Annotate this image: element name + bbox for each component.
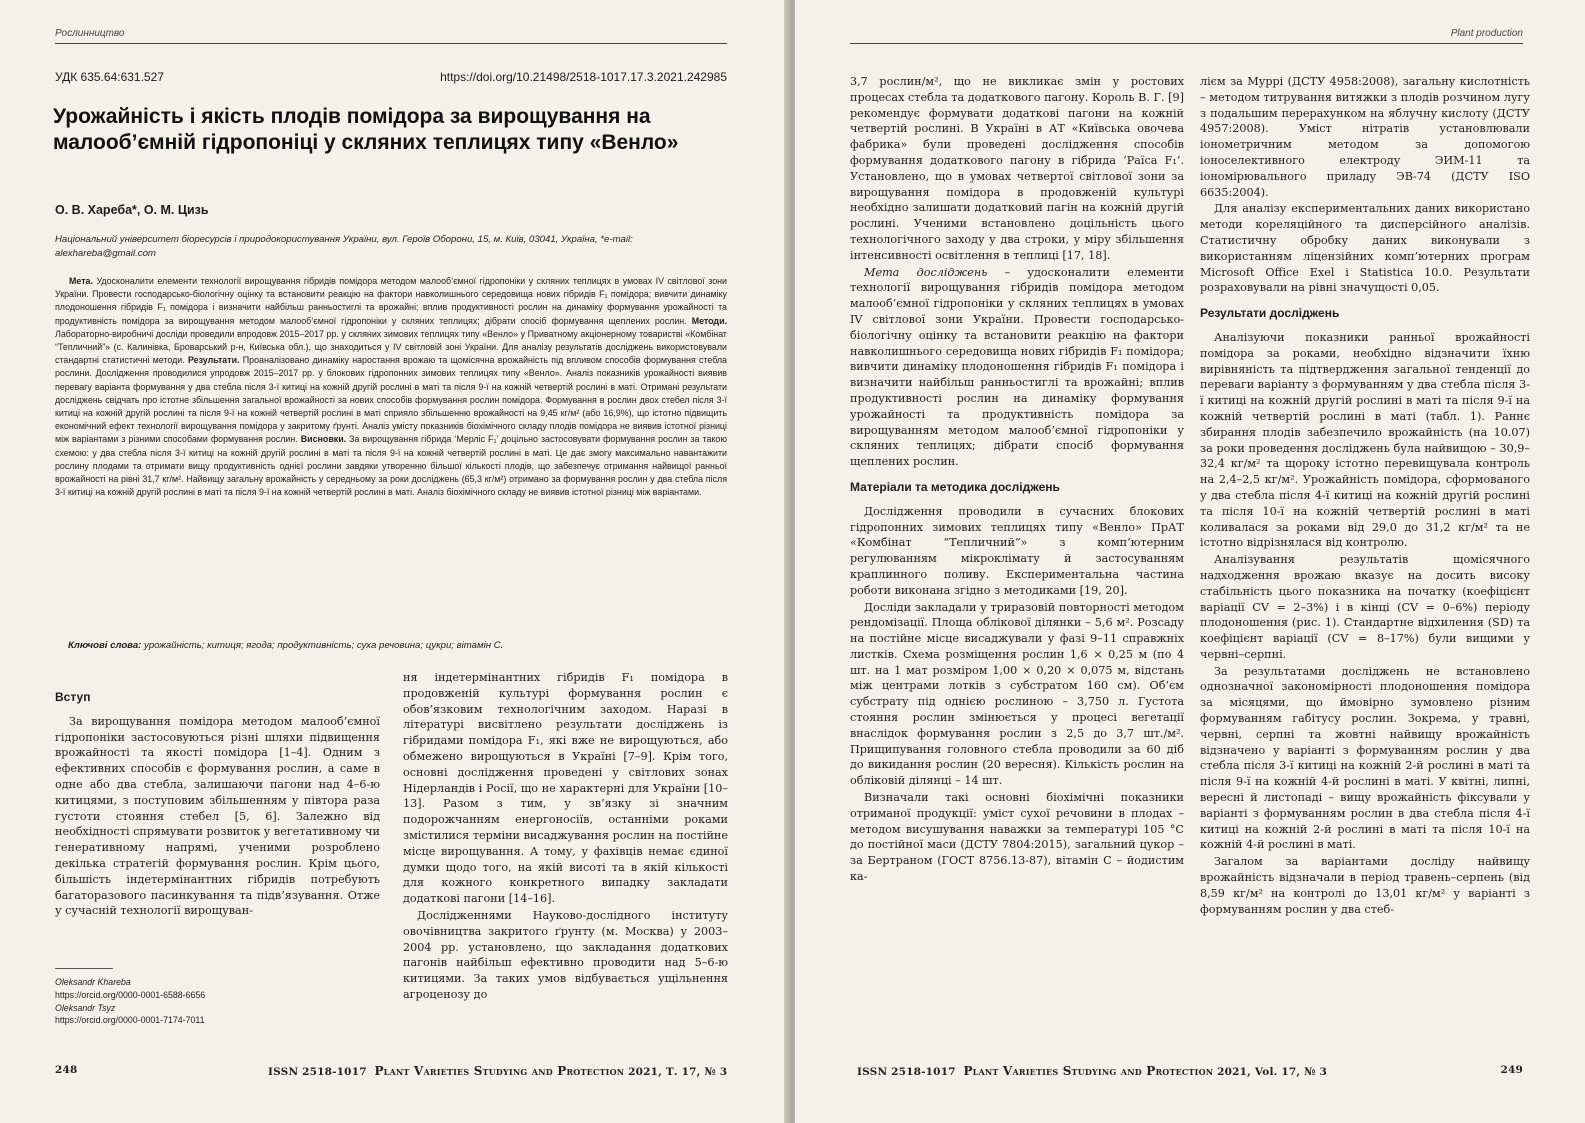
doi-link[interactable]: https://doi.org/10.21498/2518-1017.17.3.2021.242985 (440, 70, 727, 84)
footer-issn: ISSN 2518-1017 (268, 1066, 367, 1078)
body-paragraph: Досліди закладали у триразовій повторності методом рендомізації. Площа облікової ділянки – 5,6 м². Розсаду на постійне місце висаджували у фазі 9–11 справжніх листків. Схема розміщення рослин 1,6 × 0,25 м (по 4 шт. на 1 мат розміром 1,00 × 0,20 × 0,075 м, відстань між центрами лотків з субстратом 160 см). Об’єм субстрату під однією рослиною – 3,750 л. Густота стояння рослин змінюється у процесі вегетації внаслідок формування рослин з 2,5 до 3,7 шт./м². Прищипування головного стебла проводили за 60 діб до викидання рослин (20 вересня). Кількість рослин на обліковій ділянці – 14 шт. (850, 600, 1184, 788)
udc-code: УДК 635.64:631.527 (55, 70, 164, 84)
intro-column-1 (55, 680, 380, 919)
intro-heading: Вступ (55, 690, 91, 704)
body-paragraph: Дослідженнями Науково-дослідного інституту овочівництва закритого ґрунту (м. Москва) у 2003–2004 рр. установлено, що закладання додаткових пагонів найбільш ефективно проводити над 5–6-ю китицями. За таких умов відбувається ущільнення агроценозу до (403, 908, 728, 1001)
body-paragraph: Мета досліджень – удосконалити елементи технології вирощування гібридів помідора методом малооб’ємної гідропоніки у скляних теплицях в умовах IV світлової зони України. Провести господарсько-біологічну оцінку та встановити реакцію на фактори навколишнього середовища нових гібридів F₁ помідора; вивчити динаміку плодоношення гібридів F₁ помідора і визначити найбільш ранньостиглі та врожайні; вплив продуктивності рослин на динаміку формування урожайності та продуктивність помідора за вирощуванням методом малооб’ємної гідропоніки у скляних теплицях; дібрати спосіб формування щеплених рослин. (850, 265, 1185, 469)
authors: О. В. Хареба*, О. М. Цизь (55, 203, 209, 217)
running-head: Рослинництво (55, 28, 125, 39)
body-paragraph: Для аналізу експериментальних даних використано методи кореляційного та дисперсійного аналізів. Статистичну обробку даних виконували з використанням ліцензійних комп’ютерних програм Microsoft Office Exel і Statistica 10.0. Результати розраховували на рівні значущості 0,05. (1200, 202, 1530, 295)
body-paragraph: За вирощування помідора методом малооб’ємної гідропоніки застосовуються різні шляхи підвищення врожайності та якості помідора [1–4]. Одним з ефективних способів є формування рослин, а саме в одне або два стебла, залишаючи пагони над 4–6-ю китицями, з поступовим збільшенням у півтора раза густоти стояння стебел [5, 6]. Залежно від необхідності спрямувати розвиток у вегетативному чи генеративному напрямі, ученими розроблено декілька стратегій формування рослин. Крім цього, більшість індетермінантних гібридів потребують багаторазового пасинкування та підв’язування. Отже у сучасній технології вирощуван- (55, 714, 380, 918)
keywords-label: Ключові слова: (68, 640, 142, 651)
section-heading: Результати досліджень (1200, 306, 1340, 321)
keywords-list: урожайність; китиця; ягода; продуктивність; суха речовина; цукри; вітамін С. (141, 640, 504, 651)
abstract-run: Проаналізовано динаміку наростання врожаю та щомісячна врожайність під впливом способів формування стебла рослини. Дослідження проводилися упродовж 2015–2017 рр. у блокових гідропонних зимових теплицях типу «Венло». Аналіз показників урожайності виявив перевагу варіанта формування у два стебла після 3-ї китиці на кожній другій рослині в маті та після 9-ї на кожній четвертій рослині в маті. Отримані результати досліджень свідчать про істотне збільшення загальної врожайності за нових способів формування рослин помідора. Формування в рослин двох стебел після 3-ї китиці на кожній другій рослині та після 9-ї на кожній четвертій рослині в маті сприяло збільшенню врожайності на 9,45 кг/м² (або 16,9%), що істотно підвищить економічний ефект технології вирощування помідора у закритому ґрунті. Аналіз умісту показників біохімічного складу плодів помідора не виявив істотної різниці між варіантами з різними способами формування рослин. (55, 355, 727, 445)
orcid-author-name: Oleksandr Tsyz (55, 1002, 116, 1013)
article-title: Урожайність і якість плодів помідора за вирощування на малооб’ємній гідропоніці у скляних теплицях типу «Венло» (53, 105, 679, 154)
body-paragraph: Визначали такі основні біохімічні показники отриманої продукції: уміст сухої речовини в плодах – методом висушування наважки за температурі 105 °С до постійної маси (ДСТУ 7804:2015), загальний цукор – за Бертраном (ГОСТ 8756.13-87), вітамін С – йодистим ка- (850, 791, 1184, 884)
body-paragraph: 3,7 рослин/м², що не викликає змін у ростових процесах стебла та додаткового пагону. Король В. Г. [9] рекомендує формувати додаткові пагони на кожній четвертій рослині. В Україні в АТ «Київська овочева фабрика» були проведені дослідження способів формування додаткового пагону в гібрида ‘Раїса F₁’. Установлено, що в умовах четвертої світлової зони за вирощування помідора в продовженій культурі необхідно залишати додатковий пагін на кожній другій рослині. Ученими встановлено доцільність цього технологічного заходу у два строки, у міру збільшення інтенсивності освітлення в теплиці [17, 18]. (850, 75, 1184, 262)
keywords (68, 640, 728, 651)
journal-footer (268, 1064, 727, 1078)
intro-col1-body (55, 714, 380, 919)
abstract-run: За вирощування гібрида ‘Мерліс F₁’ доцільно застосовувати формування рослин за такою схемою: у два стебла після 3-ї китиці на кожній другій рослині в маті та після 9-ї на кожній четвертій рослині в маті. Це дає змогу максимально навантажити рослину плодами та отримати вищу продуктивність однієї рослини завдяки утворенню більшої кількості плодів, що забезпечує отримання найвищої ранньої врожайності на рівні 31,7 кг/м². Найвищу загальну врожайність у середньому за роки досліджень (65,3 кг/м²) отримано за формування рослин у два стебла після 3-ї китиці на кожній другій рослині в маті та після 9-ї на кожній четвертій рослині в маті. Аналіз біохімічного складу не виявив істотної різниці між варіантами. (55, 434, 727, 498)
body-paragraph: Аналізуючи показники ранньої врожайності помідора за роками, необхідно відзначити їхню вирівняність та підтвердження загальної тенденції до переваги варіанту з формуванням у два стебла після 3-ї китиці на кожній другій рослині в маті та після 9-ї на кожній четвертій рослині в маті (табл. 1). Раннє збирання плодів забезпечило врожайність (на 10.07) за роки проведення досліджень була найвищою – 30,9–32,4 кг/м² та щороку істотно перевищувала контроль на 2,4–2,5 кг/м². Урожайність помідора, сформованого у два стебла після 4-ї китиці на кожній другій рослині та після 10-ї на кожній четвертій рослині в маті коливалася за роками від 29,0 до 31,2 кг/м² та не істотно відрізнялася від контролю. (1200, 330, 1530, 550)
affiliation: Національний університет біоресурсів і природокористування України, вул. Героїв Оборони, 15, м. Київ, 03041, Україна, *e-mail: alexhareba@gmail.com (55, 234, 633, 259)
intro-column-2 (403, 670, 728, 1003)
footer-issn: ISSN 2518-1017 (857, 1066, 956, 1078)
page-number: 248 (55, 1064, 78, 1076)
orcid-footnotes (55, 976, 205, 1027)
running-head: Plant production (1450, 28, 1523, 39)
orcid-author-name: Oleksandr Khareba (55, 977, 131, 987)
orcid-link[interactable]: https://orcid.org/0000-0001-7174-7011 (55, 1015, 205, 1026)
abstract (55, 275, 727, 499)
section-heading: Матеріали та методика досліджень (850, 479, 1060, 494)
body-paragraph: За результатами досліджень не встановлено однозначної закономірності плодоношення помідора за місяцями, що ймовірно зумовлено різним формуванням габітусу рослин. Зокрема, у травні, червні, серпні та жовтні найвищу врожайність відзначено у варіанті з формуванням рослин у два стебла після 3-ї китиці на кожній 2-й рослині в маті та після 9-ї на кожній 4-й рослині в маті. У квітні, липні, вересні й листопаді – вищу врожайність фіксували у варіанті з формуванням рослин в два стебла після 4-ї китиці на кожній 2-й рослині в маті та після 10-ї на кожній 4-й рослині в маті. (1200, 664, 1530, 852)
abstract-section-label: Висновки. (300, 434, 347, 445)
right-column-1 (850, 74, 1184, 885)
left-page (0, 0, 790, 1123)
body-paragraph: Дослідження проводили в сучасних блокових гідропонних зимових теплицях типу «Венло» ПрАТ «Комбінат “Тепличний”» з комп’ютерним регулюванням мікроклімату й застосуванням краплинного поливу. Експериментальна частина роботи виконана згідно з методиками [19, 20]. (850, 504, 1184, 597)
header-rule (850, 43, 1523, 44)
abstract-section-label: Мета. (69, 276, 93, 286)
article-meta (55, 70, 727, 84)
footer-journal: Plant Varieties Studying and Protection (963, 1064, 1214, 1078)
paragraph-lead: Мета досліджень (864, 265, 988, 279)
intro-col2-body (403, 670, 728, 1003)
abstract-section-label: Результати. (187, 355, 240, 366)
right-column-2 (1200, 74, 1530, 917)
abstract-section-label: Методи. (691, 315, 727, 326)
footer-issue: 2021, Vol. 17, № 3 (1217, 1066, 1328, 1078)
footer-journal: Plant Varieties Studying and Protection (374, 1064, 625, 1078)
footer-issue: 2021, Т. 17, № 3 (628, 1066, 728, 1078)
right-page (795, 0, 1585, 1123)
abstract-run: Лабораторно-виробничі досліди проведили впродовж 2015–2017 рр. у скляних зимових теплицях типу «Венло» у Приватному акціонерному товаристві «Комбінат “Тепличний”» (с. Калинівка, Броварський р-н, Київська обл.), що знаходиться у IV світловій зоні України. Для аналізу результатів досліджень використовували стандартні статистичні методи. (55, 328, 727, 366)
body-paragraph: ня індетермінантних гібридів F₁ помідора в продовженій культурі формування рослин є обов’язковим технологічним заходом. Наразі в літературі висвітлено результати досліджень із гібридами помідора F₁, які вже не вирощуються, або обмежено вирощуються в Україні [7–9]. Крім того, основні дослідження проведені у світлових зонах Нідерландів і Росії, що не характерні для України [10–13]. Разом з тим, у зв’язку зі значним подорожчанням енергоносіїв, останніми роками змістилися терміни висаджування рослин на постійне місце вирощування. А тому, у фахівців немає єдиної думки щодо того, на якій висоті та в якій кількості для кожного конкретного випадку закладати додаткові пагони [14–16]. (403, 671, 728, 906)
abstract-run: Удосконалити елементи технології вирощування гібридів помідора методом малооб’ємної гідропоніки у скляних теплицях в умовах IV світлової зони України. Провести господарсько-біологічну оцінку та встановити реакцію на фактори навколишнього середовища нових гібридів F₁ помідора; вивчити динаміку плодоношення гібридів F₁ помідора і визначити найбільш ранньостиглі та врожайні; вплив продуктивності рослин на динаміку формування урожайності та продуктивність помідора за вирощування методом малооб’ємної гідропоніки у скляних теплицях; дібрати спосіб формування щеплених рослин. (55, 276, 727, 326)
body-paragraph: Аналізування результатів щомісячного надходження врожаю вказує на досить високу стабільність цього показника на початку (коефіцієнт варіації CV = 2–3%) і в кінці (CV = 0–6%) періоду плодоношення (рис. 1). Стандартне відхилення (SD) та коефіцієнт варіації (CV = 8–17%) були вищими у червні–серпні. (1200, 553, 1530, 661)
header-rule (55, 43, 727, 44)
body-paragraph: Загалом за варіантами досліду найвищу врожайність відзначали в період травень–серпень (від 8,59 кг/м² на контролі до 13,01 кг/м² у варіанті з формуванням рослин у два стеб- (1200, 855, 1530, 916)
abstract-text (55, 275, 727, 499)
body-paragraph: лієм за Муррі (ДСТУ 4958:2008), загальну кислотність – методом титрування витяжки з плодів розчином лугу з подальшим перерахунком на яблучну кислоту (ДСТУ 4957:2008). Уміст нітратів установлювали іонометричним методом за допомогою іоноселективного електроду ЭИМ-11 та іономірювального приладу ЭВ-74 (ДСТУ ISO 6635:2004). (1200, 75, 1530, 199)
journal-footer (857, 1064, 1327, 1078)
footnote-rule (55, 968, 113, 969)
page-number: 249 (1500, 1064, 1523, 1076)
orcid-link[interactable]: https://orcid.org/0000-0001-6588-6656 (55, 989, 206, 1000)
